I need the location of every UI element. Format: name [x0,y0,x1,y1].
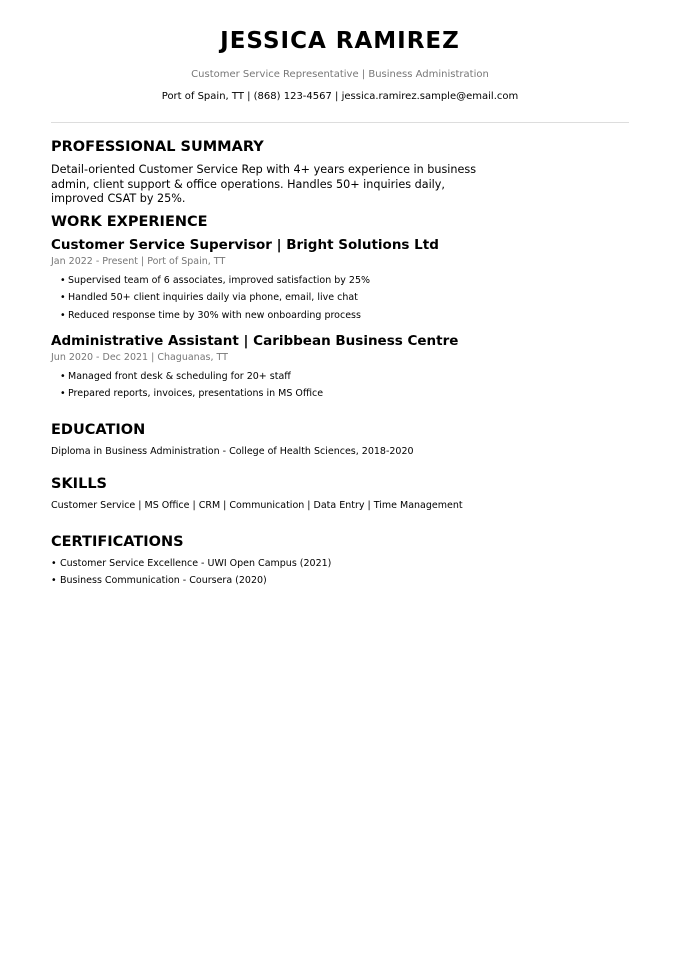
bullet-text: Handled 50+ client inquiries daily via phone, email, live chat [68,292,358,304]
bullet-text: Supervised team of 6 associates, improved satisfaction by 25% [68,275,371,286]
job-meta: Jan 2022 - Present | Port of Spain, TT [51,256,226,267]
certification-text: Customer Service Excellence - UWI Open Campus (2021) [60,558,332,569]
skills-heading: SKILLS [51,476,107,492]
bullet-dot: • [60,371,66,382]
summary-text: Detail-oriented Customer Service Rep with 4+ years experience in business admin, client support & office operations. Handles 50+ inquiries daily, improved CSAT by 25%. [51,163,477,205]
bullet-dot: • [60,292,66,304]
list-item [60,385,323,402]
contact-line: Port of Spain, TT | (868) 123-4567 | jessica.ramirez.sample@email.com [161,91,519,102]
list-item [51,572,331,589]
education-text: Diploma in Business Administration - College of Health Sciences, 2018-2020 [51,446,414,457]
bullet-dot: • [60,275,66,286]
bullet-text: Managed front desk & scheduling for 20+ staff [68,371,291,382]
certification-text: Business Communication - Coursera (2020) [60,575,267,587]
experience-heading: WORK EXPERIENCE [51,214,208,230]
job-title: Administrative Assistant | Caribbean Business Centre [51,333,459,349]
list-item [60,289,370,306]
job-title: Customer Service Supervisor | Bright Solutions Ltd [51,237,439,253]
list-item [51,555,331,572]
candidate-subtitle: Customer Service Representative | Business Administration [191,69,489,80]
certifications-heading: CERTIFICATIONS [51,534,184,550]
header-divider [51,122,629,123]
list-item [60,368,323,385]
bullet-dot: • [60,309,66,321]
certifications-list [51,555,331,590]
list-item [60,272,370,289]
bullet-text: Reduced response time by 30% with new onboarding process [68,309,361,321]
bullet-dot: • [51,558,57,569]
list-item [60,307,370,324]
education-heading: EDUCATION [51,422,146,438]
bullet-dot: • [60,388,66,400]
bullet-text: Prepared reports, invoices, presentations in MS Office [68,388,324,400]
job-bullets [60,368,323,403]
candidate-name: JESSICA RAMIREZ [220,28,460,54]
job-meta: Jun 2020 - Dec 2021 | Chaguanas, TT [51,352,228,363]
skills-text: Customer Service | MS Office | CRM | Communication | Data Entry | Time Management [51,500,463,511]
summary-heading: PROFESSIONAL SUMMARY [51,139,264,155]
bullet-dot: • [51,575,57,587]
job-bullets [60,272,370,324]
